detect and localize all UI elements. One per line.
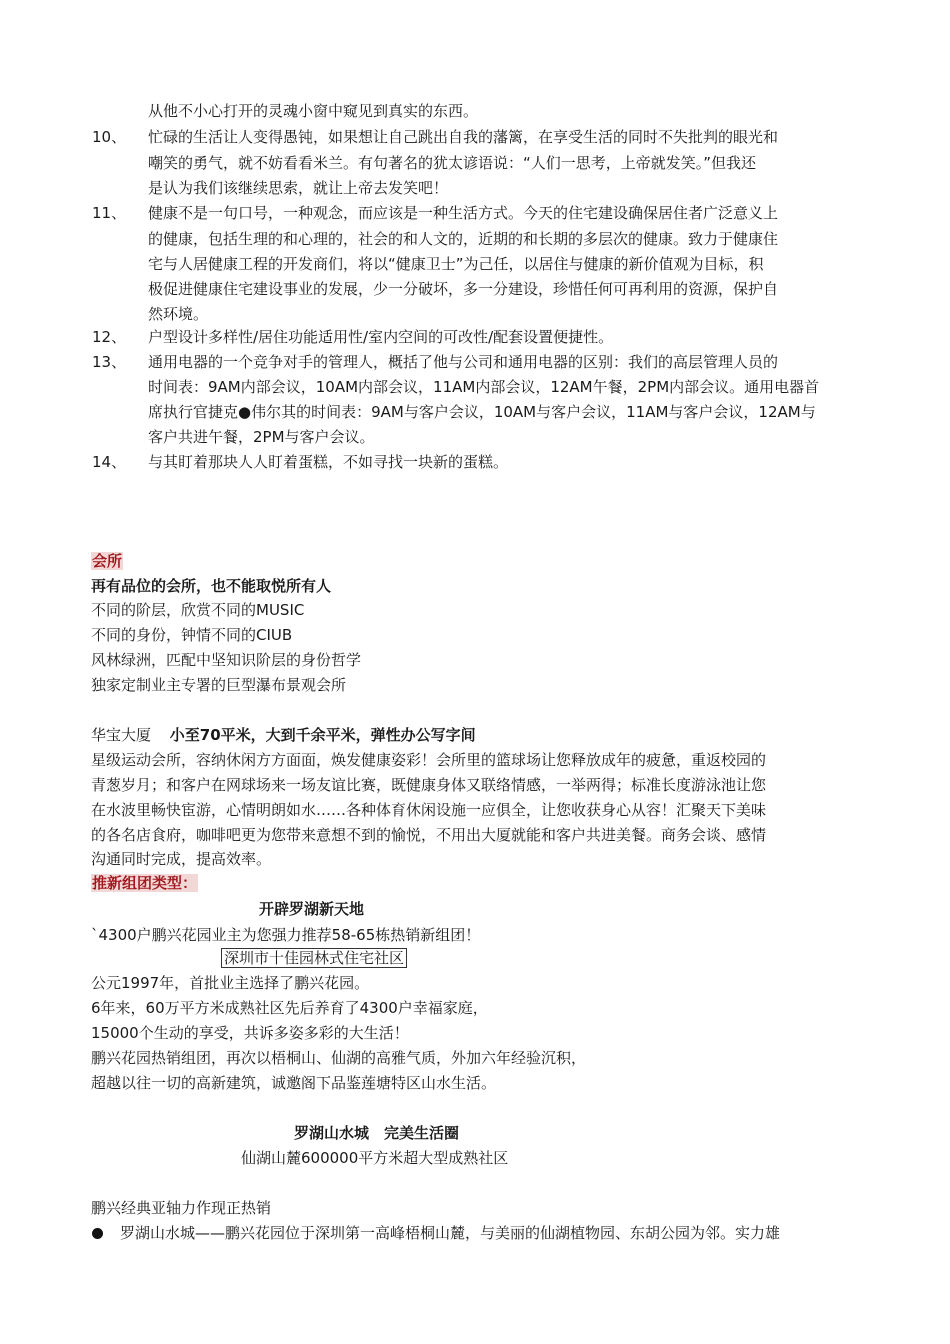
club-subtitle: 再有品位的会所，也不能取悦所有人 xyxy=(91,577,332,595)
luohu-subtitle: 仙湖山麓600000平方米超大型成熟社区 xyxy=(241,1149,509,1167)
club-line: 独家定制业主专署的巨型瀑布景观会所 xyxy=(91,676,347,694)
list-item-12-line: 户型设计多样性/居住功能适用性/室内空间的可改性/配套设置便捷性。 xyxy=(148,328,614,346)
club-line: 不同的阶层，欣赏不同的MUSIC xyxy=(91,601,305,619)
promo-line: 公元1997年，首批业主选择了鹏兴花园。 xyxy=(91,974,370,992)
bullet-line: 罗湖山水城——鹏兴花园位于深圳第一高峰梧桐山麓，与美丽的仙湖植物园、东胡公园为邻。实力雄 xyxy=(120,1224,781,1242)
paragraph-line: 沟通同时完成，提高效率。 xyxy=(91,850,272,868)
promo-line: 超越以往一切的高新建筑，诚邀阁下品鉴莲塘特区山水生活。 xyxy=(91,1074,497,1092)
list-item-14-line: 与其盯着那块人人盯着蛋糕，不如寻找一块新的蛋糕。 xyxy=(148,453,509,471)
section-heading-promo: 推新组团类型： xyxy=(92,874,198,892)
bullet-icon xyxy=(92,1228,103,1239)
list-number-12: 12、 xyxy=(92,328,127,346)
list-item-13-line: 时间表：9AM内部会议，10AM内部会议，11AM内部会议，12AM午餐，2PM内部会议。通用电器首 xyxy=(148,378,820,396)
list-item-10-line: 忙碌的生活让人变得愚钝，如果想让自己跳出自我的藩篱，在享受生活的同时不失批判的眼光和 xyxy=(148,128,779,146)
list-item-11-line: 宅与人居健康工程的开发商们，将以“健康卫士”为己任，以居住与健康的新价值观为目标，积 xyxy=(148,255,764,273)
promo-title: 开辟罗湖新天地 xyxy=(259,900,365,918)
club-line: 不同的身份，钟情不同的CIUB xyxy=(91,626,293,644)
list-item-11-line: 极促进健康住宅建设事业的发展，少一分破坏，多一分建设，珍惜任何可再利用的资源，保护自 xyxy=(148,280,779,298)
list-number-14: 14、 xyxy=(92,453,127,471)
luohu-title: 罗湖山水城 完美生活圈 xyxy=(294,1124,460,1142)
list-number-11: 11、 xyxy=(92,204,127,222)
list-item-10-line: 嘲笑的勇气，就不妨看看米兰。有句著名的犹太谚语说：“人们一思考，上帝就发笑。”但我还 xyxy=(148,154,757,172)
list-item-11-line: 健康不是一句口号，一种观念，而应该是一种生活方式。今天的住宅建设确保居住者广泛意义上 xyxy=(148,204,779,222)
building-tagline: 小至70平米，大到千余平米，弹性办公写字间 xyxy=(169,726,476,744)
list-continuation-line: 从他不小心打开的灵魂小窗中窥见到真实的东西。 xyxy=(148,102,479,120)
paragraph-line: 在水波里畅快宦游，心情明朗如水……各种体育休闲设施一应俱全，让您收获身心从容！汇聚天下美味 xyxy=(91,801,767,819)
list-item-11-line: 的健康，包括生理的和心理的，社会的和人文的，近期的和长期的多层次的健康。致力于健康住 xyxy=(148,230,779,248)
promo-line: 鹏兴花园热销组团，再次以梧桐山、仙湖的高雅气质，外加六年经验沉积， xyxy=(91,1049,587,1067)
paragraph-line: 青葱岁月；和客户在网球场来一场友谊比赛，既健康身体又联络情感，一举两得；标准长度游泳池让您 xyxy=(91,776,767,794)
paragraph-line: 星级运动会所，容纳休闲方方面面，焕发健康姿彩！会所里的篮球场让您释放成年的疲惫，重返校园的 xyxy=(91,751,767,769)
paragraph-line: 的各名店食府，咖啡吧更为您带来意想不到的愉悦，不用出大厦就能和客户共进美餐。商务会谈、感情 xyxy=(91,826,767,844)
luohu-intro: 鹏兴经典亚轴力作现正热销 xyxy=(91,1199,272,1217)
list-item-10-line: 是认为我们该继续思索，就让上帝去发笑吧！ xyxy=(148,179,449,197)
list-item-13-line: 客户共进午餐，2PM与客户会议。 xyxy=(148,428,375,446)
promo-line: 15000个生动的享受，共诉多姿多彩的大生活！ xyxy=(91,1024,409,1042)
list-item-13-line: 席执行官捷克●伟尔其的时间表：9AM与客户会议，10AM与客户会议，11AM与客户会议，12AM与 xyxy=(148,403,816,421)
promo-line: 6年来，60万平方米成熟社区先后养育了4300户幸福家庭， xyxy=(91,999,488,1017)
club-line: 风林绿洲，匹配中坚知识阶层的身份哲学 xyxy=(91,651,362,669)
list-item-11-line: 然环境。 xyxy=(148,305,209,323)
building-name: 华宝大厦 xyxy=(91,726,152,744)
list-number-13: 13、 xyxy=(92,353,127,371)
list-item-13-line: 通用电器的一个竞争对手的管理人，概括了他与公司和通用电器的区别：我们的高层管理人员的 xyxy=(148,353,779,371)
promo-line: `4300户鹏兴花园业主为您强力推荐58-65栋热销新组团！ xyxy=(91,926,481,944)
list-number-10: 10、 xyxy=(92,128,127,146)
section-heading-club: 会所 xyxy=(92,552,123,570)
boxed-award-text: 深圳市十佳园林式住宅社区 xyxy=(221,948,407,968)
